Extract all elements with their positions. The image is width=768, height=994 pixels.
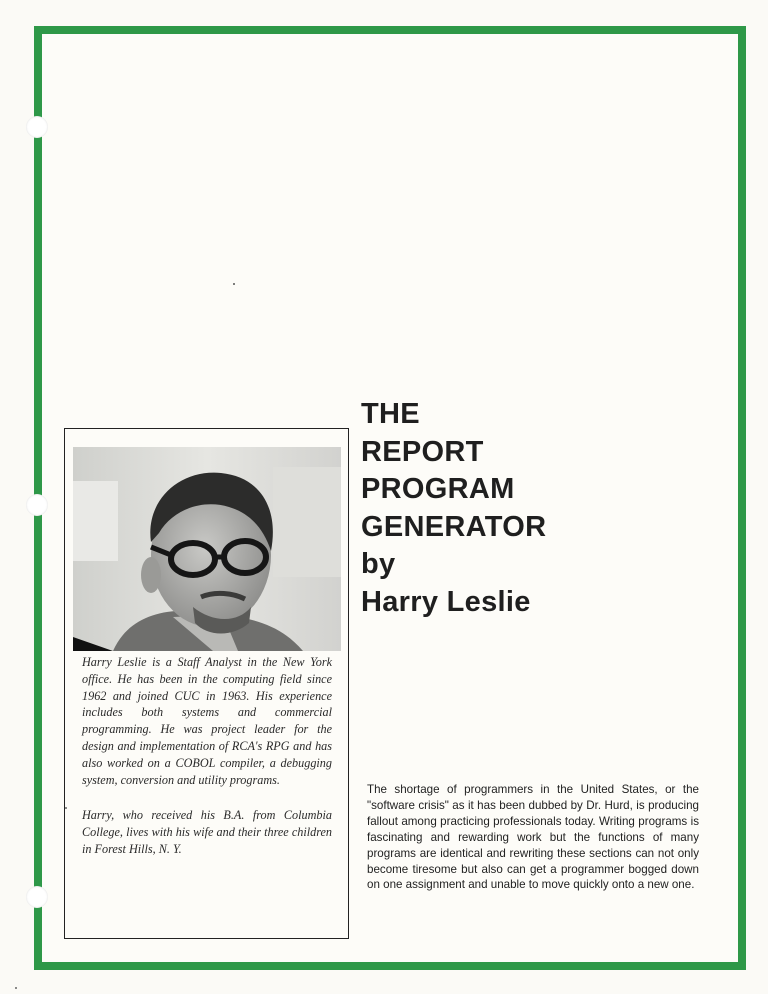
bio-paragraph: Harry Leslie is a Staff Analyst in the New York office. He has been in the computing field since 1962 and joined CUC in 1963. His experience includes both systems and commercial programming. He was project leader for the design and implementation of RCA's RPG and has also worked on a COBOL compiler, a debugging system, conversion and utility programs. bbox=[82, 655, 332, 787]
bio-paragraph: Harry, who received his B.A. from Columbia College, lives with his wife and their three children in Forest Hills, N. Y. bbox=[82, 808, 332, 856]
title-line: PROGRAM bbox=[361, 473, 515, 505]
title-line: GENERATOR bbox=[361, 510, 547, 543]
article-intro: The shortage of programmers in the United States, or the "software crisis" as it has been dubbed by Dr. Hurd, is producing fallout among practicing professionals today. Writing programs is fascinating and rewarding work but the functions of many programs are identical and rewriting these sections can not only become tiresome but also can get a programmer bogged down on one assignment and unable to move quickly onto a new one. bbox=[367, 783, 699, 892]
title-line: REPORT bbox=[361, 435, 484, 468]
title-line: by bbox=[361, 548, 396, 580]
author-name: Harry Leslie bbox=[361, 585, 531, 618]
title-line: THE bbox=[361, 398, 420, 430]
